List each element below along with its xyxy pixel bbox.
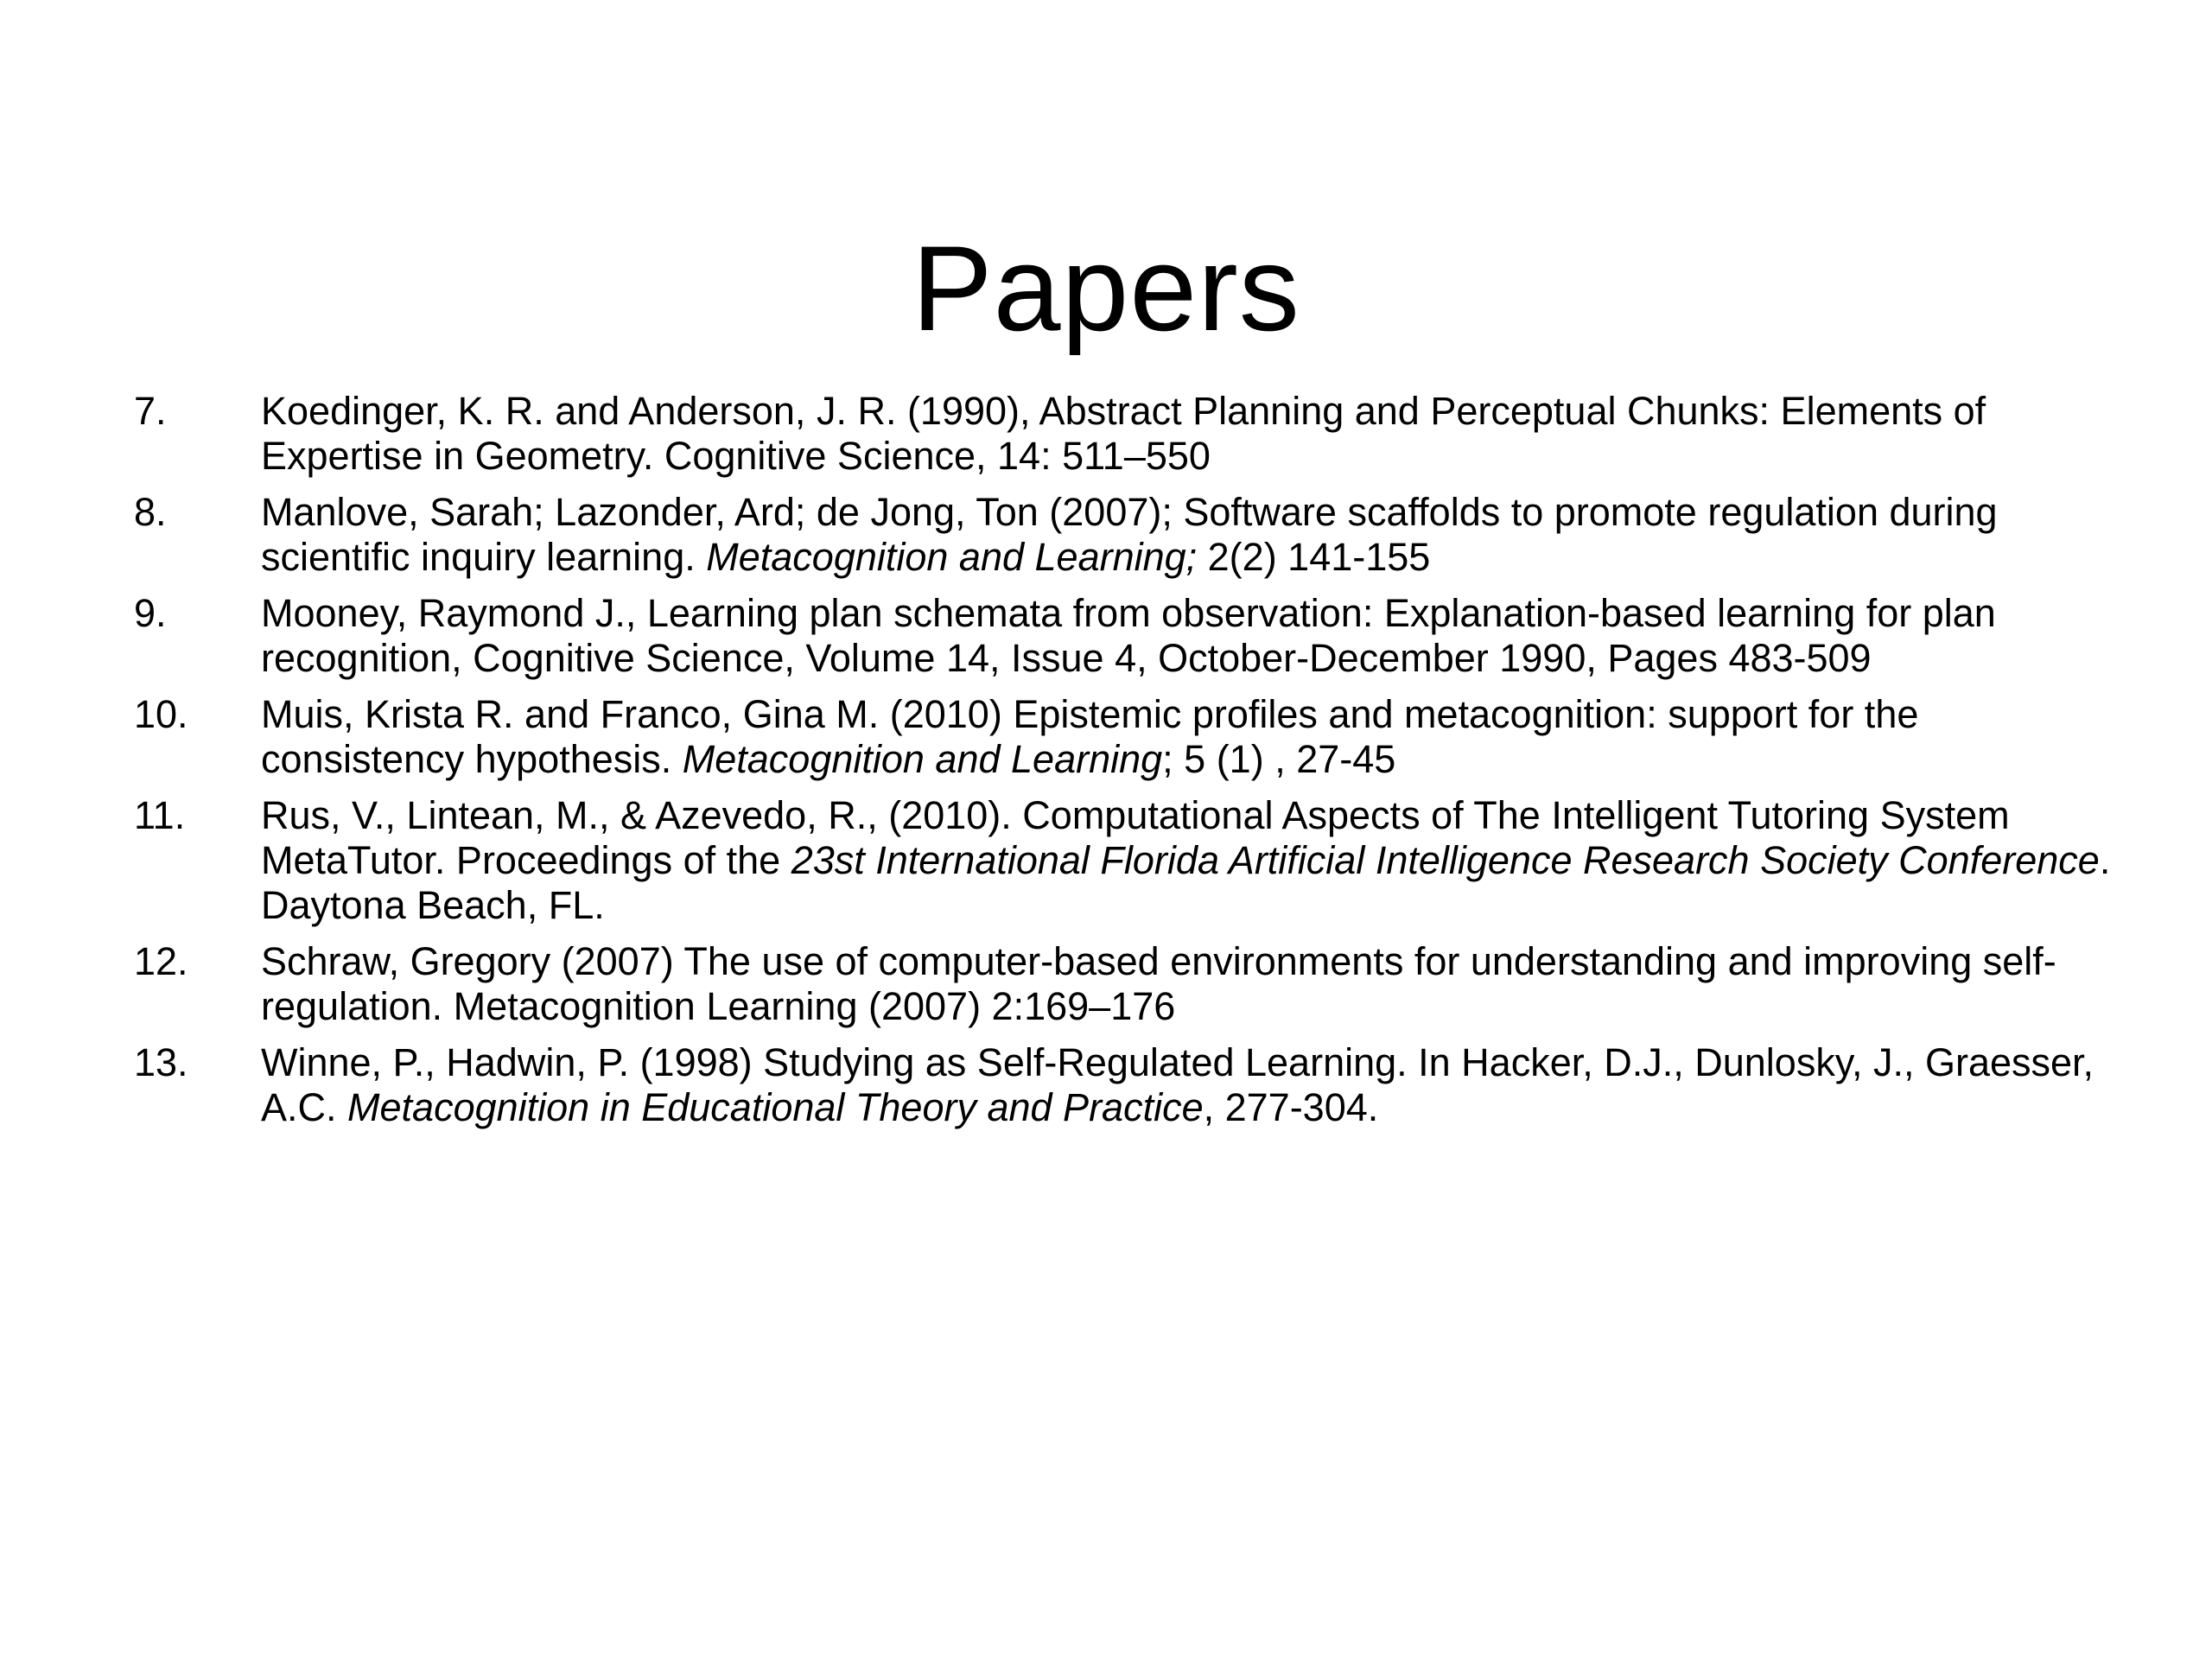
reference-text-part: Muis, Krista R. and Franco, Gina M. (2010) Epistemic profiles and metacognition: support for the consistency hypothesis. [261, 692, 1919, 781]
reference-number: 10. [134, 692, 188, 736]
reference-text-part: Winne, P., Hadwin, P. (1998) Studying as Self-Regulated Learning. In Hacker, D.J., Dunlosky, J., Graesser, A.C. [261, 1040, 2094, 1129]
reference-text-part: Rus, V., Lintean, M., & Azevedo, R., (2010). Computational Aspects of The Intelligent Tutoring System MetaTutor. Proceedings of the [261, 793, 2010, 882]
reference-text-part: . Daytona Beach, FL. [261, 838, 2111, 927]
reference-number: 7. [134, 389, 167, 433]
reference-text-part: , 277-304. [1203, 1085, 1379, 1129]
reference-text [261, 591, 2121, 681]
reference-item [134, 591, 2121, 681]
slide-title: Papers [912, 219, 1300, 356]
reference-text [261, 692, 2121, 782]
reference-text-part: Schraw, Gregory (2007) The use of computer-based environments for understanding and improving self-regulation. Metacognition Learning (2007) 2:169–176 [261, 939, 2056, 1028]
book-title: Metacognition in Educational Theory and Practice [347, 1085, 1204, 1129]
reference-item [134, 793, 2121, 928]
reference-item [134, 692, 2121, 782]
reference-text [261, 793, 2121, 928]
reference-text [261, 389, 2121, 479]
reference-text-part: Mooney, Raymond J., Learning plan schemata from observation: Explanation-based learning for plan recognition, Cognitive Science, Volume 14, Issue 4, October-December 1990, Pages 483-509 [261, 591, 1996, 680]
journal-title: Metacognition and Learning; [706, 535, 1198, 579]
reference-number: 8. [134, 490, 167, 534]
reference-text-part: 2(2) 141-155 [1197, 535, 1431, 579]
reference-item [134, 490, 2121, 580]
reference-number: 12. [134, 939, 188, 983]
reference-text [261, 1040, 2121, 1130]
conference-title: 23st International Florida Artificial Intelligence Research Society Conference [791, 838, 2100, 882]
reference-text [261, 490, 2121, 580]
reference-text-part: ; 5 (1) , 27-45 [1162, 737, 1396, 781]
reference-number: 9. [134, 591, 167, 635]
reference-item [134, 939, 2121, 1029]
reference-number: 13. [134, 1040, 188, 1084]
reference-item [134, 389, 2121, 479]
journal-title: Metacognition and Learning [682, 737, 1163, 781]
reference-text-part: Manlove, Sarah; Lazonder, Ard; de Jong, Ton (2007); Software scaffolds to promote regulation during scientific inquiry learning. [261, 490, 1998, 579]
reference-item [134, 1040, 2121, 1130]
reference-text-part: Koedinger, K. R. and Anderson, J. R. (1990), Abstract Planning and Perceptual Chunks: Elements of Expertise in Geometry. Cognitive Science, 14: 511–550 [261, 389, 1986, 478]
reference-number: 11. [134, 793, 186, 837]
reference-text [261, 939, 2121, 1029]
reference-list [134, 389, 2121, 1141]
